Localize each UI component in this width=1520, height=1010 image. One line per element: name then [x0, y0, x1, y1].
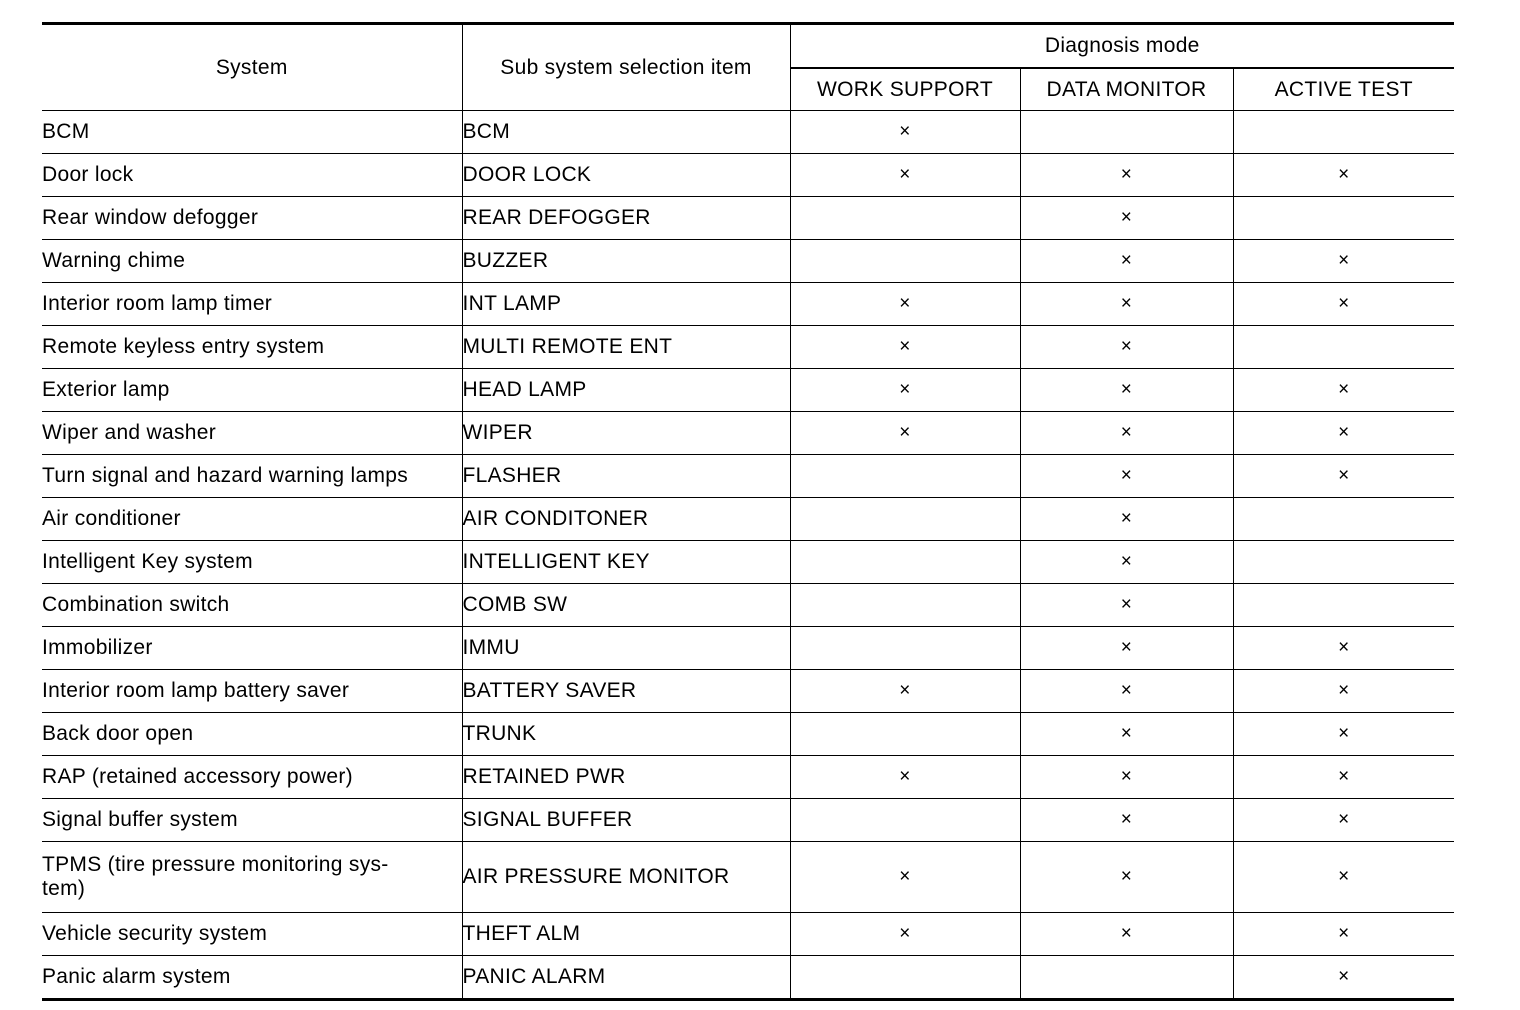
table-row — [42, 154, 1454, 197]
cell-system: Warning chime — [42, 240, 462, 283]
cell-data-monitor — [1020, 956, 1233, 1000]
cell-sub-system: THEFT ALM — [462, 913, 790, 956]
cell-system: Exterior lamp — [42, 369, 462, 412]
cell-sub-system: INTELLIGENT KEY — [462, 541, 790, 584]
cell-data-monitor: × — [1020, 240, 1233, 283]
cell-sub-system: RETAINED PWR — [462, 756, 790, 799]
cell-work-support — [790, 627, 1020, 670]
cell-sub-system: AIR CONDITONER — [462, 498, 790, 541]
cell-work-support — [790, 956, 1020, 1000]
cell-work-support: × — [790, 756, 1020, 799]
table-row — [42, 197, 1454, 240]
table-row — [42, 956, 1454, 1000]
cell-sub-system: REAR DEFOGGER — [462, 197, 790, 240]
cell-system: Turn signal and hazard warning lamps — [42, 455, 462, 498]
table-row — [42, 111, 1454, 154]
cell-sub-system: FLASHER — [462, 455, 790, 498]
cell-work-support — [790, 498, 1020, 541]
cell-work-support — [790, 541, 1020, 584]
cell-sub-system: PANIC ALARM — [462, 956, 790, 1000]
cell-active-test: × — [1233, 627, 1454, 670]
cell-work-support: × — [790, 283, 1020, 326]
table-row — [42, 326, 1454, 369]
cell-active-test: × — [1233, 756, 1454, 799]
cell-data-monitor: × — [1020, 498, 1233, 541]
cell-data-monitor: × — [1020, 197, 1233, 240]
cell-data-monitor: × — [1020, 756, 1233, 799]
cell-sub-system: DOOR LOCK — [462, 154, 790, 197]
cell-system: Interior room lamp battery saver — [42, 670, 462, 713]
cell-data-monitor: × — [1020, 283, 1233, 326]
cell-sub-system: BCM — [462, 111, 790, 154]
cell-active-test: × — [1233, 412, 1454, 455]
cell-active-test — [1233, 541, 1454, 584]
table-body — [42, 111, 1454, 1000]
cell-sub-system: SIGNAL BUFFER — [462, 799, 790, 842]
cell-data-monitor: × — [1020, 541, 1233, 584]
table-row — [42, 541, 1454, 584]
header-system: System — [42, 24, 462, 111]
cell-sub-system: MULTI REMOTE ENT — [462, 326, 790, 369]
cell-active-test: × — [1233, 670, 1454, 713]
cell-active-test: × — [1233, 283, 1454, 326]
table-row — [42, 913, 1454, 956]
cell-data-monitor: × — [1020, 627, 1233, 670]
cell-work-support: × — [790, 913, 1020, 956]
cell-system: Air conditioner — [42, 498, 462, 541]
cell-system: Panic alarm system — [42, 956, 462, 1000]
cell-work-support — [790, 799, 1020, 842]
table-row — [42, 412, 1454, 455]
cell-data-monitor: × — [1020, 799, 1233, 842]
table-row — [42, 842, 1454, 913]
table-row — [42, 799, 1454, 842]
cell-work-support: × — [790, 670, 1020, 713]
cell-system: Combination switch — [42, 584, 462, 627]
cell-data-monitor: × — [1020, 412, 1233, 455]
cell-system: Remote keyless entry system — [42, 326, 462, 369]
cell-system: TPMS (tire pressure monitoring sys- tem) — [42, 842, 462, 913]
cell-active-test — [1233, 197, 1454, 240]
cell-active-test: × — [1233, 913, 1454, 956]
cell-sub-system: COMB SW — [462, 584, 790, 627]
cell-active-test: × — [1233, 799, 1454, 842]
cell-data-monitor: × — [1020, 670, 1233, 713]
cell-system: Wiper and washer — [42, 412, 462, 455]
cell-active-test: × — [1233, 455, 1454, 498]
cell-work-support — [790, 455, 1020, 498]
header-diagnosis-mode: Diagnosis mode — [790, 24, 1454, 69]
cell-active-test: × — [1233, 240, 1454, 283]
cell-active-test: × — [1233, 956, 1454, 1000]
header-work-support: WORK SUPPORT — [790, 68, 1020, 111]
cell-system: BCM — [42, 111, 462, 154]
cell-data-monitor: × — [1020, 584, 1233, 627]
table-row — [42, 584, 1454, 627]
cell-sub-system: HEAD LAMP — [462, 369, 790, 412]
cell-system: Intelligent Key system — [42, 541, 462, 584]
cell-work-support: × — [790, 412, 1020, 455]
cell-active-test — [1233, 326, 1454, 369]
table-row — [42, 455, 1454, 498]
table-row — [42, 240, 1454, 283]
cell-active-test — [1233, 111, 1454, 154]
table-row — [42, 627, 1454, 670]
table-row — [42, 283, 1454, 326]
header-active-test: ACTIVE TEST — [1233, 68, 1454, 111]
diagnosis-mode-table — [42, 22, 1454, 1001]
cell-data-monitor: × — [1020, 713, 1233, 756]
cell-system: Door lock — [42, 154, 462, 197]
table-row — [42, 369, 1454, 412]
cell-sub-system: BUZZER — [462, 240, 790, 283]
cell-sub-system: INT LAMP — [462, 283, 790, 326]
cell-data-monitor — [1020, 111, 1233, 154]
cell-active-test: × — [1233, 369, 1454, 412]
cell-system: Back door open — [42, 713, 462, 756]
cell-data-monitor: × — [1020, 913, 1233, 956]
table-row — [42, 756, 1454, 799]
cell-system: Rear window defogger — [42, 197, 462, 240]
cell-active-test: × — [1233, 842, 1454, 913]
cell-work-support: × — [790, 154, 1020, 197]
cell-data-monitor: × — [1020, 369, 1233, 412]
cell-system: Signal buffer system — [42, 799, 462, 842]
cell-work-support — [790, 584, 1020, 627]
cell-system: RAP (retained accessory power) — [42, 756, 462, 799]
cell-system: Immobilizer — [42, 627, 462, 670]
cell-sub-system: WIPER — [462, 412, 790, 455]
table-row — [42, 670, 1454, 713]
cell-work-support: × — [790, 842, 1020, 913]
cell-work-support — [790, 197, 1020, 240]
cell-data-monitor: × — [1020, 326, 1233, 369]
cell-sub-system: AIR PRESSURE MONITOR — [462, 842, 790, 913]
table-row — [42, 713, 1454, 756]
cell-active-test — [1233, 498, 1454, 541]
cell-data-monitor: × — [1020, 842, 1233, 913]
cell-system: Vehicle security system — [42, 913, 462, 956]
cell-system: Interior room lamp timer — [42, 283, 462, 326]
cell-data-monitor: × — [1020, 154, 1233, 197]
cell-sub-system: BATTERY SAVER — [462, 670, 790, 713]
header-sub-system: Sub system selection item — [462, 24, 790, 111]
header-data-monitor: DATA MONITOR — [1020, 68, 1233, 111]
cell-work-support — [790, 240, 1020, 283]
table-header — [42, 24, 1454, 111]
cell-active-test: × — [1233, 713, 1454, 756]
cell-work-support — [790, 713, 1020, 756]
cell-data-monitor: × — [1020, 455, 1233, 498]
table-row — [42, 498, 1454, 541]
cell-work-support: × — [790, 369, 1020, 412]
cell-active-test: × — [1233, 154, 1454, 197]
cell-work-support: × — [790, 111, 1020, 154]
cell-active-test — [1233, 584, 1454, 627]
cell-sub-system: IMMU — [462, 627, 790, 670]
cell-work-support: × — [790, 326, 1020, 369]
cell-sub-system: TRUNK — [462, 713, 790, 756]
